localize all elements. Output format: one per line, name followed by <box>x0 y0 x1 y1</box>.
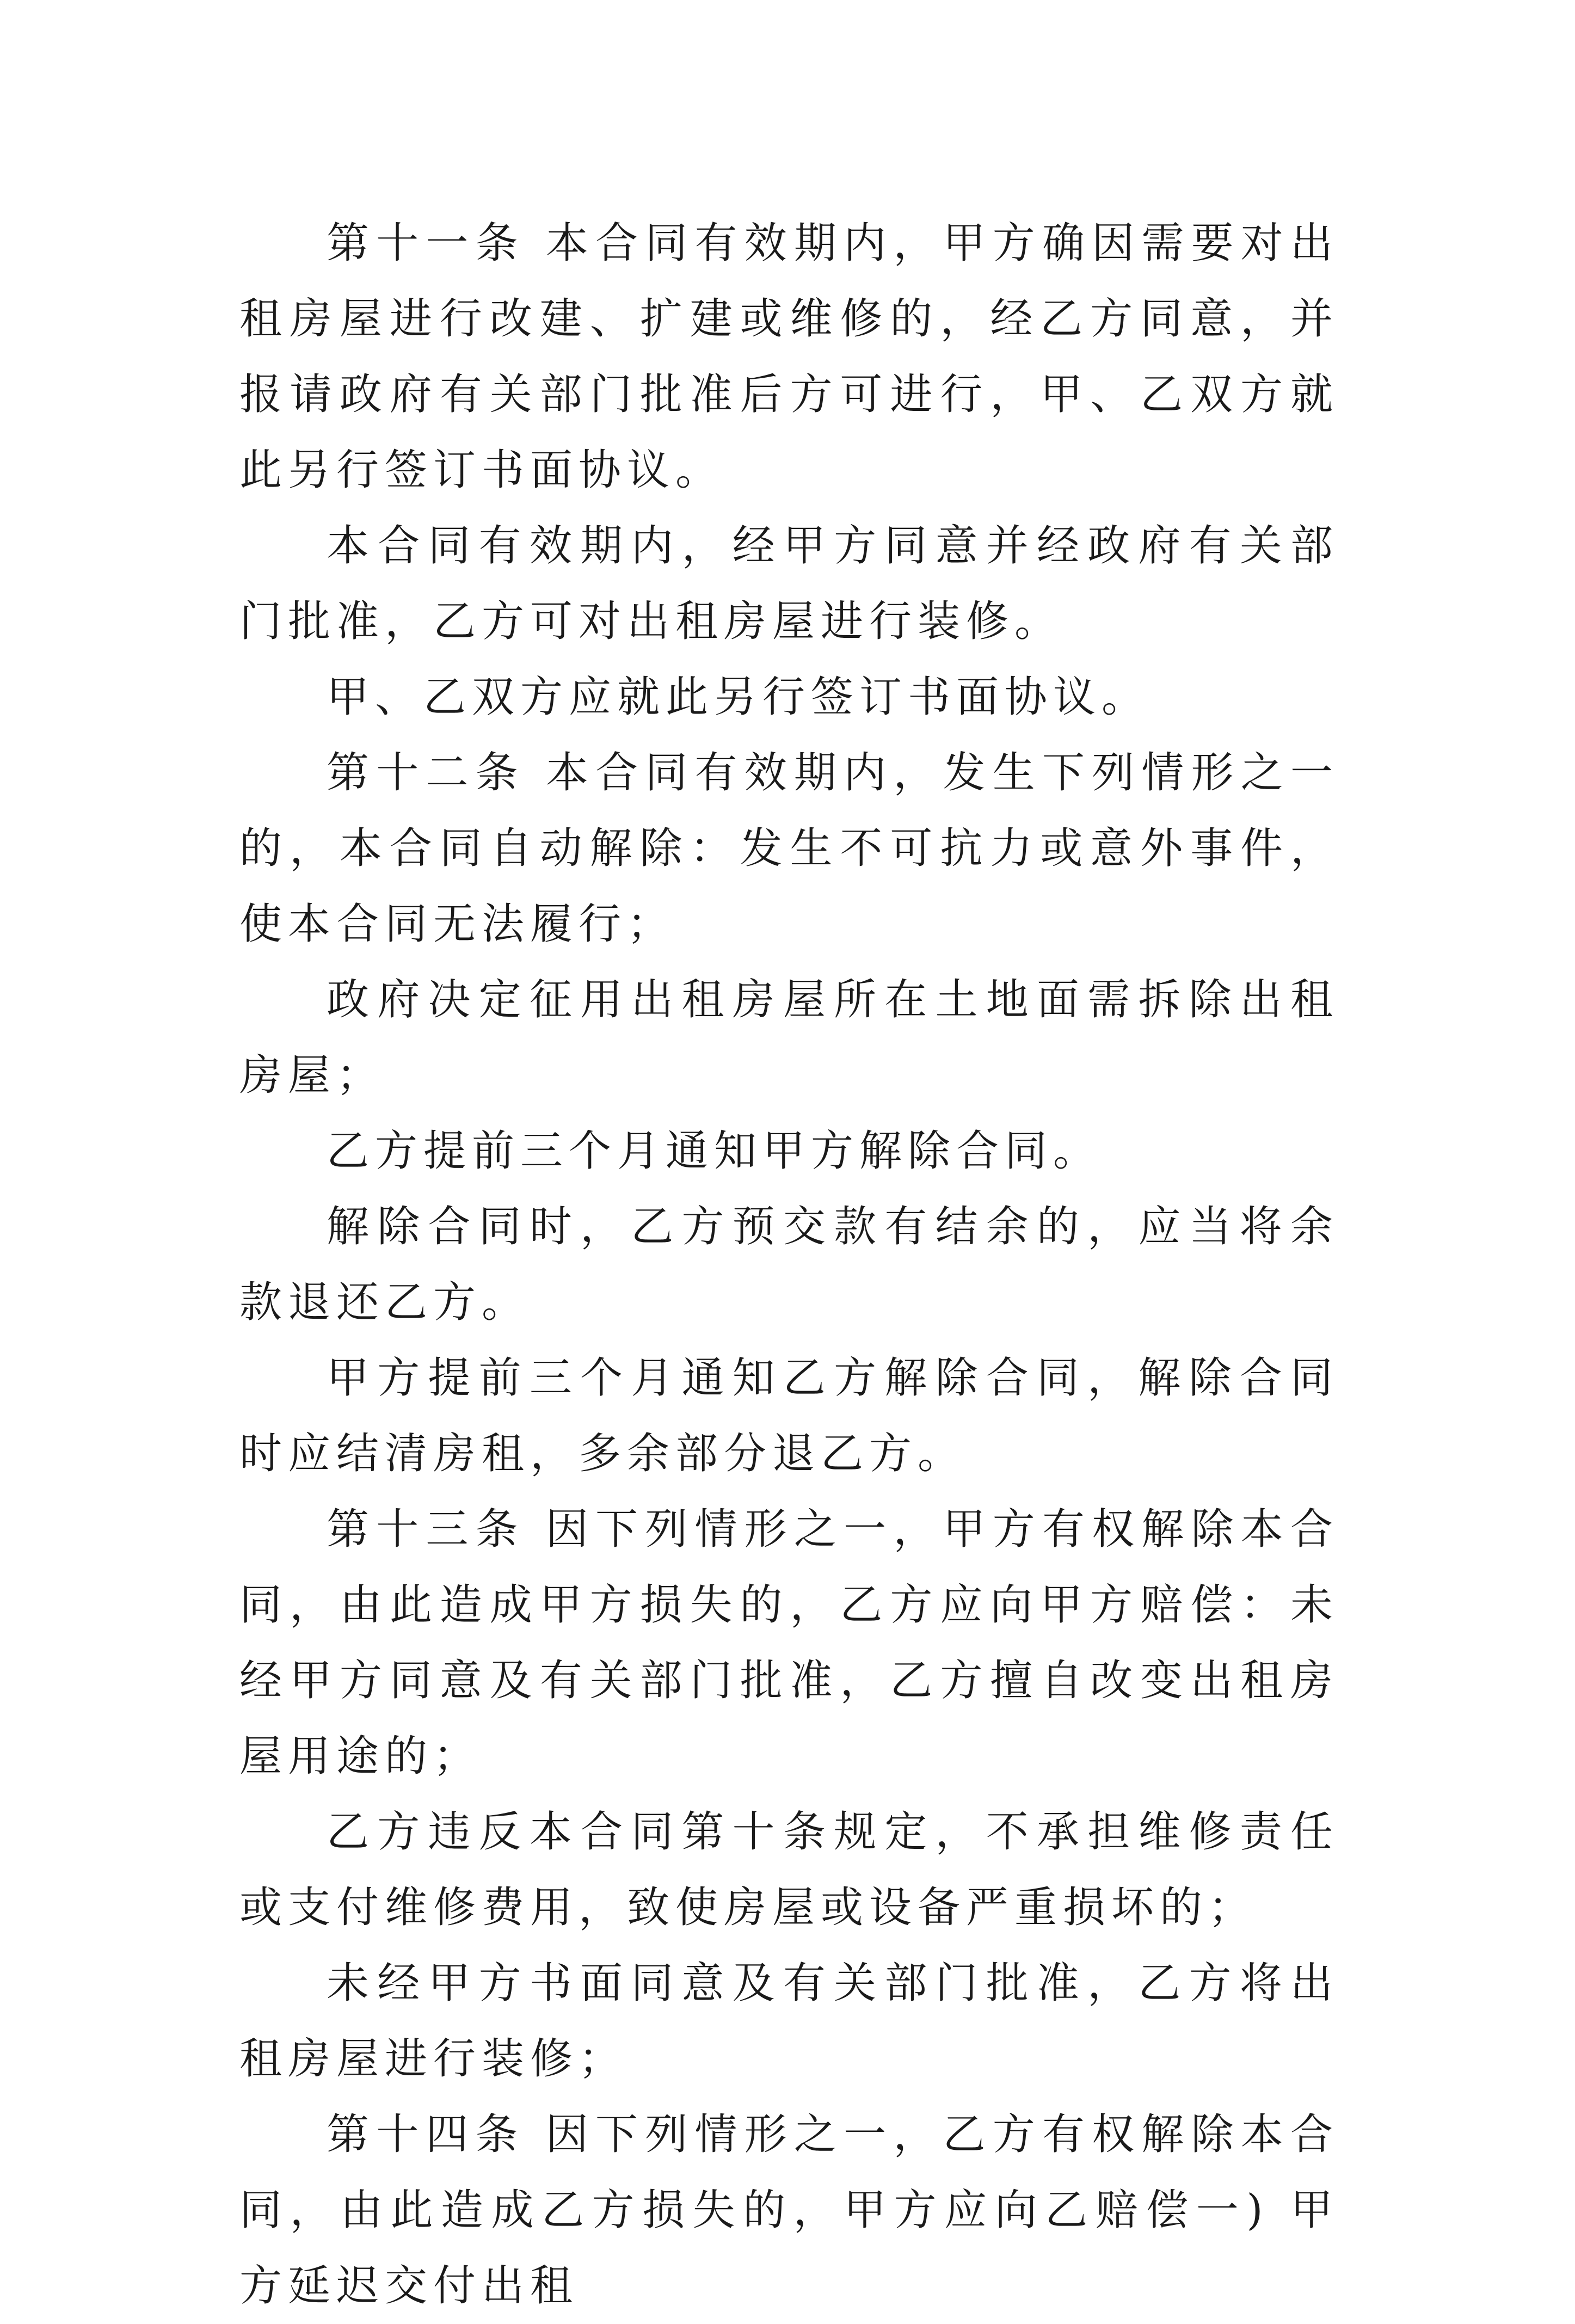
paragraph-land-requisition: 政府决定征用出租房屋所在土地面需拆除出租房屋； <box>239 975 1339 1100</box>
paragraph-renovation-approval: 本合同有效期内，经甲方同意并经政府有关部门批准，乙方可对出租房屋进行装修。 <box>239 521 1339 646</box>
paragraph-written-agreement: 甲、乙双方应就此另行签订书面协议。 <box>327 673 1151 722</box>
document-body <box>239 206 1339 2324</box>
paragraph-landlord-notice: 甲方提前三个月通知乙方解除合同，解除合同时应结清房租，多余部分退乙方。 <box>239 1354 1339 1478</box>
paragraph-article-10-violation: 乙方违反本合同第十条规定，不承担维修责任或支付维修费用，致使房屋或设备严重损坏的； <box>239 1807 1339 1932</box>
paragraph-article-14: 第十四条 因下列情形之一，乙方有权解除本合同，由此造成乙方损失的，甲方应向乙赔偿一) 甲方延迟交付出租 <box>239 2110 1339 2310</box>
paragraph-article-11: 第十一条 本合同有效期内，甲方确因需要对出租房屋进行改建、扩建或维修的，经乙方同意，并报请政府有关部门批准后方可进行，甲、乙双方就此另行签订书面协议。 <box>239 219 1339 495</box>
paragraph-article-12: 第十二条 本合同有效期内，发生下列情形之一的，本合同自动解除：发生不可抗力或意外事件，使本合同无法履行； <box>239 748 1339 949</box>
paragraph-unauthorized-renovation: 未经甲方书面同意及有关部门批准，乙方将出租房屋进行装修； <box>239 1959 1339 2083</box>
paragraph-tenant-notice: 乙方提前三个月通知甲方解除合同。 <box>327 1127 1102 1176</box>
paragraph-article-13: 第十三条 因下列情形之一，甲方有权解除本合同，由此造成甲方损失的，乙方应向甲方赔偿：未经甲方同意及有关部门批准，乙方擅自改变出租房屋用途的； <box>239 1505 1339 1781</box>
paragraph-refund-balance: 解除合同时，乙方预交款有结余的，应当将余款退还乙方。 <box>239 1202 1339 1327</box>
